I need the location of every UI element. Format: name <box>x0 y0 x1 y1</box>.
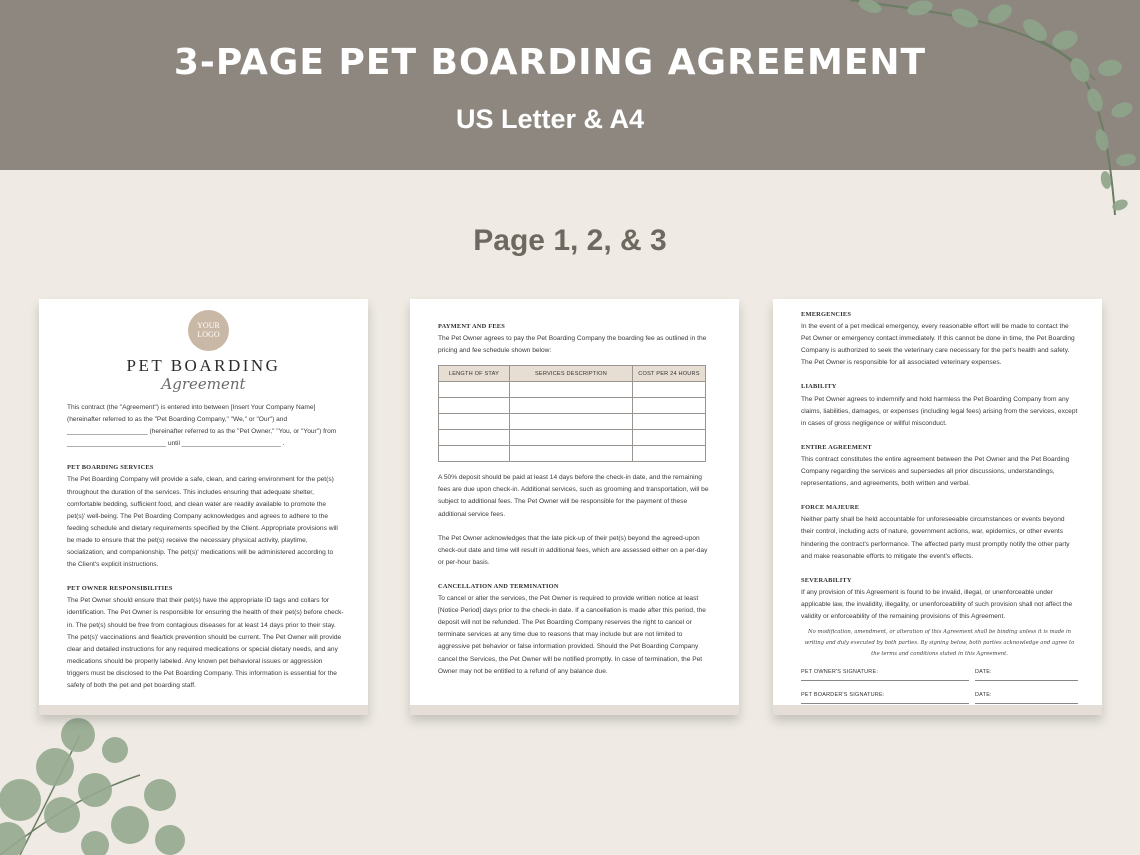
pages-label: Page 1, 2, & 3 <box>473 224 667 257</box>
table-row <box>439 414 706 430</box>
section-heading: EMERGENCIES <box>801 311 852 318</box>
table-row <box>439 398 706 414</box>
section-heading: FORCE MAJEURE <box>801 504 860 512</box>
section-body: If any provision of this Agreement is found to be invalid, illegal, or unenforceable under applicable law, the invalidity, illegality, or unenforceability of such provision shall not affect the validity or enforceability of the remaining provisions of this Agreement. <box>801 588 1073 620</box>
deposit-paragraph: A 50% deposit should be paid at least 14 days before the check-in date, and the remaining fees are due upon check-in. Additional services, such as grooming and transportation, will be subject to additional fees. The Pet Owner will be responsible for the payment of these additional service fees. <box>438 474 709 518</box>
section-body: In the event of a pet medical emergency, every reasonable effort will be made to contact the Pet Owner or emergency contact immediately. If this cannot be done in time, the Pet Boarding Company is authorized to seek the veterinary care necessary for the pet's health and safety. The Pet Owner is responsible for all associated veterinary expenses. <box>801 323 1075 367</box>
eucalyptus-branch-icon <box>840 0 1140 225</box>
eucalyptus-leaves-icon <box>0 705 200 855</box>
section-body: The Pet Owner agrees to pay the Pet Boarding Company the boarding fee as outlined in the pricing and fee schedule shown below: <box>438 335 707 355</box>
late-pickup-paragraph: The Pet Owner acknowledges that the late pick-up of their pet(s) beyond the agreed-upon check-out date and time will result in additional fees, which are assessed either on a per-day or per-hour basis. <box>438 534 708 566</box>
boarder-signature-line: PET BOARDER'S SIGNATURE: <box>801 689 969 704</box>
section-heading: SEVERABILITY <box>801 576 852 584</box>
section-body: To cancel or alter the services, the Pet Owner is required to provide written notice at least [Notice Period] days prior to the check-in date. If a cancellation is made after this period, the deposit will not be refunded. The Pet Boarding Company reserves the right to cancel or terminate services at any time due to reasons that may include but are not limited to aggressive pet behavior or false information provided. Should the Pet Boarding Company cancel the Services, the Pet Owner will be notified promptly. In case of termination, the Pet Owner may not be entitled to a refund of any balance due. <box>438 595 706 675</box>
table-header: COST PER 24 HOURS <box>633 366 706 382</box>
table-row <box>439 382 706 398</box>
boarder-date-line: DATE: <box>975 689 1078 704</box>
section-heading: CANCELLATION AND TERMINATION <box>438 582 559 590</box>
section-heading: LIABILITY <box>801 383 837 391</box>
banner-title: 3-PAGE PET BOARDING AGREEMENT <box>173 42 927 83</box>
fee-schedule-table <box>438 365 706 462</box>
intro-paragraph: This contract (the "Agreement") is entered into between [Insert Your Company Name] (hereinafter referred to as the "Pet Boarding Company," "We," or "Our") and ______________________ (hereinafter referred to as the "Pet Owner," "You, or "Your") from ___________________________ until ___________________________ . <box>67 404 337 448</box>
document-page-1 <box>39 299 368 715</box>
table-row <box>439 446 706 462</box>
section-body: Neither party shall be held accountable for unforeseeable circumstances or events beyond their control, including acts of nature, government actions, war, epidemics, or other events hindering the contract's performance. The affected party must promptly notify the other party and make reasonable efforts to mitigate the event's effects. <box>801 516 1070 560</box>
document-title: PET BOARDING <box>126 356 281 375</box>
section-heading: ENTIRE AGREEMENT <box>801 443 872 451</box>
section-body: The Pet Boarding Company will provide a safe, clean, and caring environment for the pet(s) throughout the duration of the services. This includes ensuring that adequate shelter, comfortable bedding, sufficient food, and clean water are readily available to promote the pet(s)' well-being. The Pet Boarding Company acknowledges and agrees to adhere to the feeding schedule and dietary requirements specified by the Client. Appropriate provisions will be made to ensure that the pet(s) receive the necessary physical activity, playtime, socialization, and companionship. The pet(s)' medications will be administered according to the Client's explicit instructions. <box>67 476 338 569</box>
banner-subtitle: US Letter & A4 <box>455 104 645 134</box>
owner-date-line: DATE: <box>975 666 1078 681</box>
section-heading: PET OWNER RESPONSIBILITIES <box>67 585 173 593</box>
section-body: The Pet Owner should ensure that their pet(s) have the appropriate ID tags and collars for identification. The Pet Owner is responsible for ensuring the health of their pet(s) before check-in. The pet(s) should be free from contagious diseases for at least 14 days prior to their stay. The pet(s)' vaccinations and flea/tick prevention should be current. The Pet Owner will provide clear and detailed instructions for any required medications or special dietary needs, and any medications should be properly labeled. Any known pet behavioral issues or aggression triggers must be disclosed to the Pet Boarding Company. This information is essential for the safety of both the pet and pet boarding staff. <box>67 597 344 689</box>
table-header: SERVICES DESCRIPTION <box>510 366 633 382</box>
table-row <box>439 430 706 446</box>
signature-row-boarder <box>801 689 1078 704</box>
section-body: The Pet Owner agrees to indemnify and hold harmless the Pet Boarding Company from any claims, liabilities, damages, or expenses (including legal fees) arising from the services, except in cases of gross negligence or willful misconduct. <box>801 395 1078 427</box>
logo-text-line2: LOGO <box>197 330 220 339</box>
modification-note: No modification, amendment, or alteration of this Agreement shall be binding unless it is made in writing and duly executed by both parties. By signing below, both parties acknowledge and agree to the terms and conditions stated in this Agreement. <box>804 629 1075 658</box>
section-body: This contract constitutes the entire agreement between the Pet Owner and the Pet Boarding Company regarding the services and supersedes all prior discussions, understandings, representations, and agreements, both written and verbal. <box>801 455 1070 488</box>
owner-signature-line: PET OWNER'S SIGNATURE: <box>801 666 969 681</box>
signature-row-owner <box>801 666 1078 681</box>
table-header: LENGTH OF STAY <box>439 366 510 382</box>
section-heading: PAYMENT AND FEES <box>438 323 505 330</box>
document-page-3 <box>773 299 1102 715</box>
document-page-2 <box>410 299 739 715</box>
logo-text-line1: YOUR <box>197 321 220 330</box>
document-script-title: Agreement <box>161 375 246 393</box>
section-heading: PET BOARDING SERVICES <box>67 464 154 472</box>
company-logo <box>188 310 229 351</box>
